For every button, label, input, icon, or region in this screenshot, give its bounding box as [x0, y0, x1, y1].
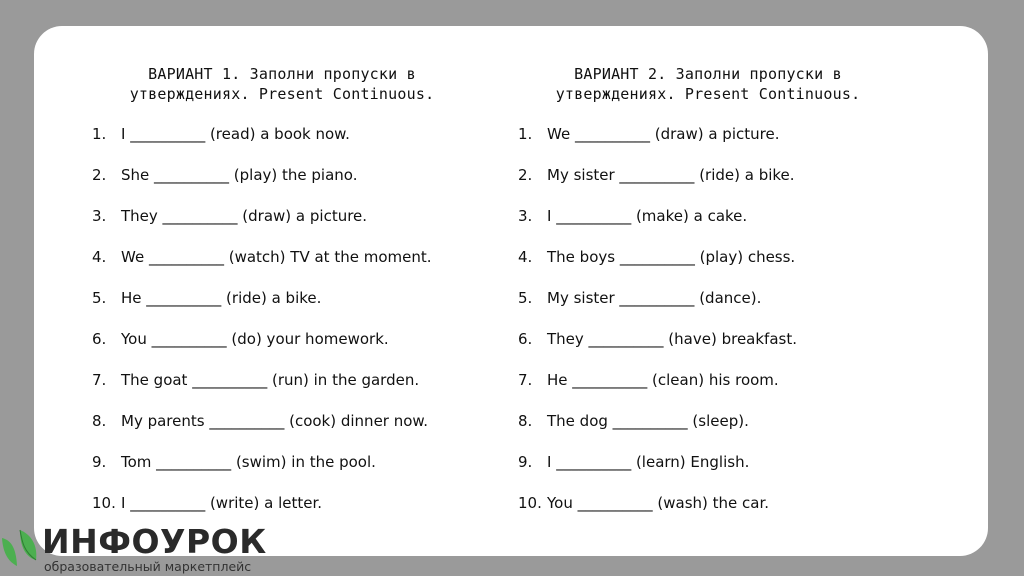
item-text: He __________ (ride) a bike. — [121, 289, 322, 307]
item-text: I __________ (read) a book now. — [121, 125, 350, 143]
item-number: 10. — [92, 494, 116, 512]
item-text: My parents __________ (cook) dinner now. — [121, 412, 429, 430]
item-number: 2. — [518, 166, 533, 184]
variant-2-list — [518, 124, 938, 534]
variant-1-heading-line2: утверждениях. Present Continuous. — [129, 85, 435, 103]
item-text: My sister __________ (ride) a bike. — [547, 166, 795, 184]
item-number: 7. — [518, 371, 533, 389]
item-number: 9. — [518, 453, 533, 471]
list-item — [92, 411, 512, 452]
variant-1-heading — [112, 64, 452, 104]
item-number: 5. — [518, 289, 533, 307]
item-number: 8. — [518, 412, 533, 430]
item-number: 4. — [518, 248, 533, 266]
item-number: 5. — [92, 289, 107, 307]
list-item — [518, 329, 938, 370]
item-text: They __________ (draw) a picture. — [121, 207, 368, 225]
item-text: She __________ (play) the piano. — [121, 166, 358, 184]
item-number: 6. — [518, 330, 533, 348]
list-item — [92, 329, 512, 370]
list-item — [518, 165, 938, 206]
item-text: You __________ (wash) the car. — [547, 494, 770, 512]
list-item — [518, 411, 938, 452]
item-text: My sister __________ (dance). — [547, 289, 762, 307]
variant-2-heading — [538, 64, 878, 104]
item-number: 1. — [518, 125, 533, 143]
list-item — [518, 247, 938, 288]
variant-1-list — [92, 124, 512, 534]
list-item — [518, 493, 938, 534]
list-item — [92, 165, 512, 206]
logo-tagline: образовательный маркетплейс — [44, 559, 252, 574]
list-item — [92, 206, 512, 247]
item-number: 9. — [92, 453, 107, 471]
item-text: The dog __________ (sleep). — [547, 412, 749, 430]
item-text: We __________ (draw) a picture. — [547, 125, 780, 143]
list-item — [518, 124, 938, 165]
item-number: 6. — [92, 330, 107, 348]
list-item — [92, 288, 512, 329]
item-text: They __________ (have) breakfast. — [547, 330, 797, 348]
item-number: 3. — [518, 207, 533, 225]
variant-1-heading-line1: ВАРИАНТ 1. Заполни пропуски в — [148, 65, 416, 83]
infourok-logo[interactable] — [0, 522, 300, 576]
item-text: The goat __________ (run) in the garden. — [121, 371, 420, 389]
item-text: I __________ (learn) English. — [547, 453, 750, 471]
list-item — [92, 452, 512, 493]
logo-name: ИНФОУРОК — [42, 522, 267, 561]
list-item — [518, 452, 938, 493]
item-number: 10. — [518, 494, 542, 512]
leaf-logo-icon — [0, 526, 40, 568]
item-text: I __________ (make) a cake. — [547, 207, 748, 225]
list-item — [518, 206, 938, 247]
list-item — [518, 288, 938, 329]
worksheet — [34, 26, 988, 556]
list-item — [92, 124, 512, 165]
item-text: The boys __________ (play) chess. — [547, 248, 796, 266]
item-number: 8. — [92, 412, 107, 430]
list-item — [92, 247, 512, 288]
item-text: We __________ (watch) TV at the moment. — [121, 248, 432, 266]
item-number: 4. — [92, 248, 107, 266]
variant-2-heading-line1: ВАРИАНТ 2. Заполни пропуски в — [574, 65, 842, 83]
item-text: You __________ (do) your homework. — [121, 330, 389, 348]
item-number: 2. — [92, 166, 107, 184]
item-text: I __________ (write) a letter. — [121, 494, 323, 512]
list-item — [92, 370, 512, 411]
item-number: 3. — [92, 207, 107, 225]
variant-2-heading-line2: утверждениях. Present Continuous. — [555, 85, 861, 103]
item-number: 1. — [92, 125, 107, 143]
item-text: Tom __________ (swim) in the pool. — [121, 453, 376, 471]
item-number: 7. — [92, 371, 107, 389]
item-text: He __________ (clean) his room. — [547, 371, 779, 389]
list-item — [518, 370, 938, 411]
